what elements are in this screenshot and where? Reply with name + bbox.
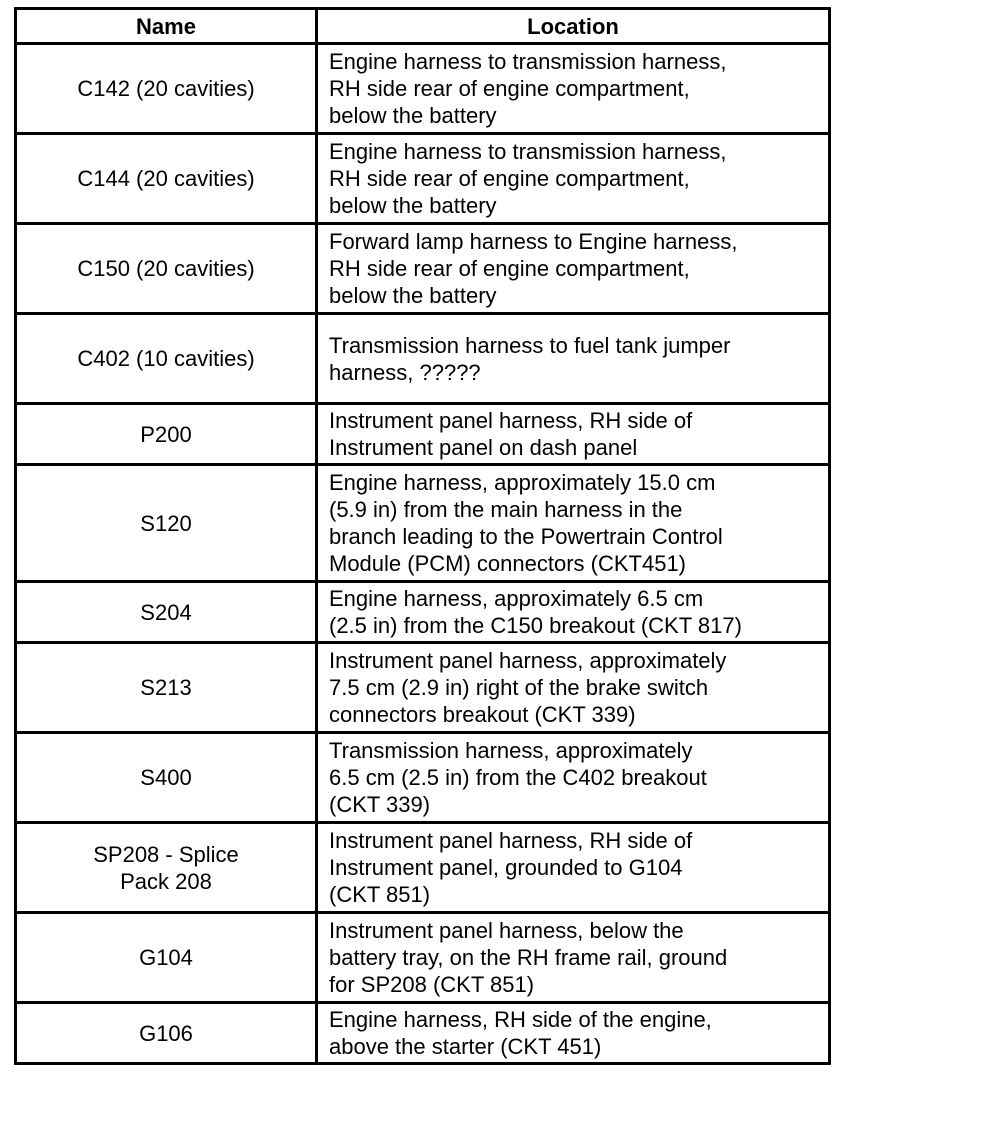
table-row <box>16 134 830 224</box>
component-name: S213 <box>16 643 317 733</box>
component-location: Engine harness to transmission harness, RH side rear of engine compartment, below the battery <box>317 44 830 134</box>
component-name: C144 (20 cavities) <box>16 134 317 224</box>
component-location: Instrument panel harness, approximately 7.5 cm (2.9 in) right of the brake switch connectors breakout (CKT 339) <box>317 643 830 733</box>
component-location: Engine harness to transmission harness, RH side rear of engine compartment, below the battery <box>317 134 830 224</box>
component-name: S204 <box>16 582 317 643</box>
component-name: C402 (10 cavities) <box>16 314 317 404</box>
component-name: S400 <box>16 733 317 823</box>
component-location: Instrument panel harness, RH side of Instrument panel on dash panel <box>317 404 830 465</box>
table-row <box>16 582 830 643</box>
component-location: Instrument panel harness, RH side of Instrument panel, grounded to G104 (CKT 851) <box>317 823 830 913</box>
table-row <box>16 404 830 465</box>
column-header-location: Location <box>317 9 830 44</box>
component-location: Transmission harness, approximately 6.5 cm (2.5 in) from the C402 breakout (CKT 339) <box>317 733 830 823</box>
table-row <box>16 823 830 913</box>
table-row <box>16 1003 830 1064</box>
component-location: Forward lamp harness to Engine harness, RH side rear of engine compartment, below the battery <box>317 224 830 314</box>
component-name: C150 (20 cavities) <box>16 224 317 314</box>
table-row <box>16 44 830 134</box>
column-header-name: Name <box>16 9 317 44</box>
component-location: Engine harness, approximately 6.5 cm (2.5 in) from the C150 breakout (CKT 817) <box>317 582 830 643</box>
table-row <box>16 465 830 582</box>
component-location: Transmission harness to fuel tank jumper harness, ????? <box>317 314 830 404</box>
connector-location-table <box>14 7 831 1065</box>
table-row <box>16 224 830 314</box>
component-name: C142 (20 cavities) <box>16 44 317 134</box>
connector-location-table-container <box>14 7 828 1065</box>
table-row <box>16 314 830 404</box>
component-name: S120 <box>16 465 317 582</box>
component-name: G106 <box>16 1003 317 1064</box>
component-location: Engine harness, approximately 15.0 cm (5.9 in) from the main harness in the branch leading to the Powertrain Control Module (PCM) connectors (CKT451) <box>317 465 830 582</box>
component-name: P200 <box>16 404 317 465</box>
component-location: Engine harness, RH side of the engine, above the starter (CKT 451) <box>317 1003 830 1064</box>
table-row <box>16 733 830 823</box>
component-location: Instrument panel harness, below the battery tray, on the RH frame rail, ground for SP208 (CKT 851) <box>317 913 830 1003</box>
table-row <box>16 913 830 1003</box>
table-row <box>16 643 830 733</box>
component-name: G104 <box>16 913 317 1003</box>
header-row <box>16 9 830 44</box>
component-name: SP208 - Splice Pack 208 <box>16 823 317 913</box>
